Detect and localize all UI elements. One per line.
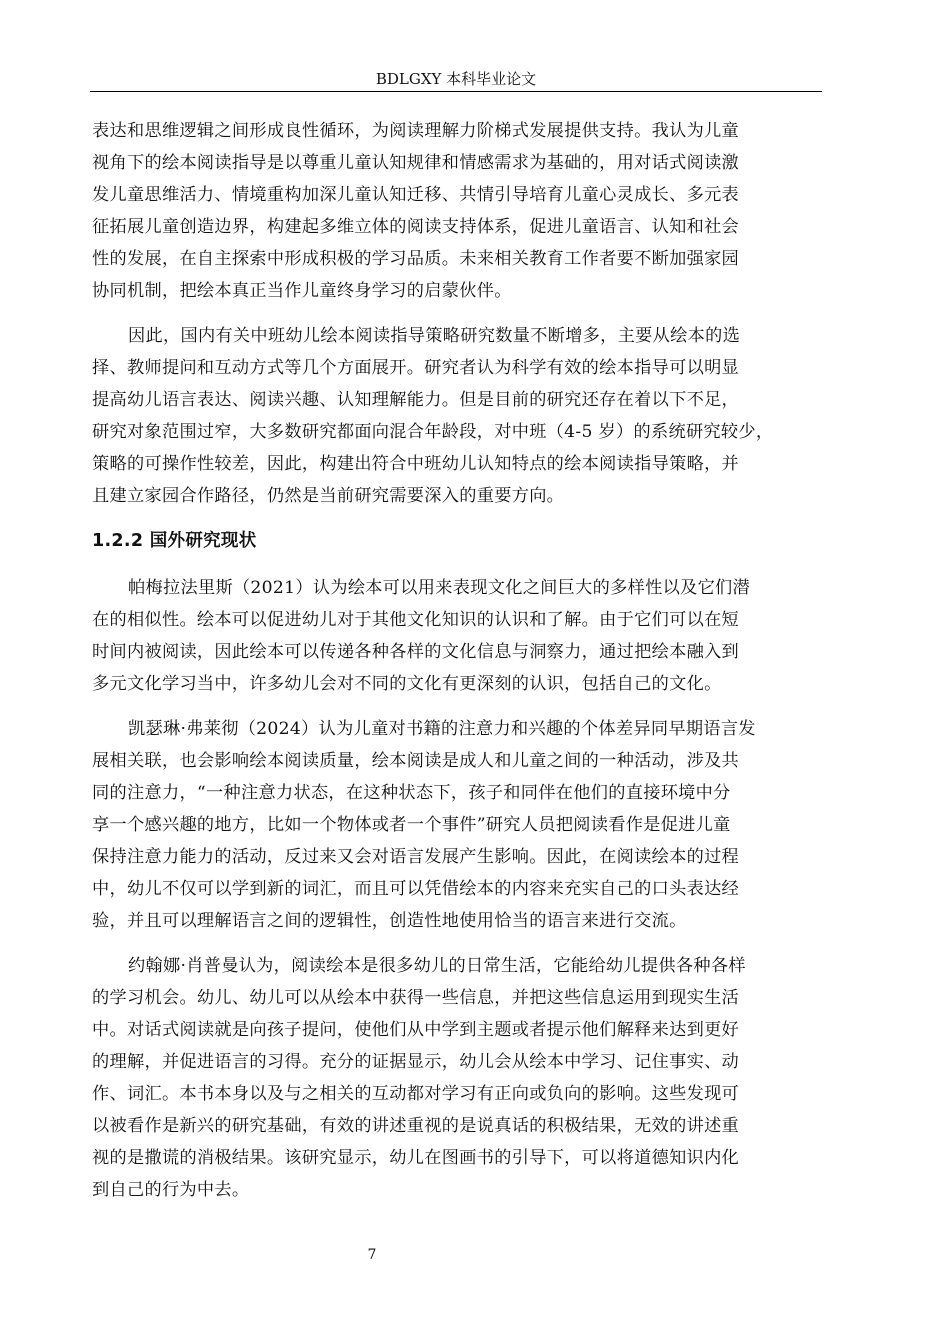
text-line: 中，幼儿不仅可以学到新的词汇，而且可以凭借绘本的内容来充实自己的口头表达经 xyxy=(92,879,740,899)
paragraph-faris xyxy=(92,572,852,700)
paragraph-schoppmann xyxy=(92,950,852,1206)
text-line: 因此，国内有关中班幼儿绘本阅读指导策略研究数量不断增多，主要从绘本的选 xyxy=(128,326,741,346)
text-line: 研究对象范围过窄，大多数研究都面向混合年龄段，对中班（4-5 岁）的系统研究较少， xyxy=(92,422,774,442)
page-number: 7 xyxy=(367,1247,377,1263)
text-line: 帕梅拉法里斯（2021）认为绘本可以用来表现文化之间巨大的多样性以及它们潜 xyxy=(128,578,751,598)
text-line: 同的注意力，“一种注意力状态，在这种状态下，孩子和同伴在他们的直接环境中分 xyxy=(92,783,731,803)
text-line: 约翰娜·肖普曼认为，阅读绘本是很多幼儿的日常生活，它能给幼儿提供各种各样 xyxy=(128,956,746,976)
text-line: 凯瑟琳·弗莱彻（2024）认为儿童对书籍的注意力和兴趣的个体差异同早期语言发 xyxy=(128,719,756,739)
text-line: 表达和思维逻辑之间形成良性循环，为阅读理解力阶梯式发展提供支持。我认为儿童 xyxy=(92,121,740,141)
text-line: 协同机制，把绘本真正当作儿童终身学习的启蒙伙伴。 xyxy=(92,281,512,301)
text-line: 策略的可操作性较差，因此，构建出符合中班幼儿认知特点的绘本阅读指导策略，并 xyxy=(92,454,740,474)
section-heading: 1.2.2 国外研究现状 xyxy=(92,531,257,551)
text-line: 择、教师提问和互动方式等几个方面展开。研究者认为科学有效的绘本指导可以明显 xyxy=(92,358,740,378)
text-line: 性的发展，在自主探索中形成积极的学习品质。未来相关教育工作者要不断加强家园 xyxy=(92,249,740,269)
text-line: 的学习机会。幼儿、幼儿可以从绘本中获得一些信息，并把这些信息运用到现实生活 xyxy=(92,988,740,1008)
text-line: 中。对话式阅读就是向孩子提问，使他们从中学到主题或者提示他们解释来达到更好 xyxy=(92,1020,740,1040)
text-line: 以被看作是新兴的研究基础，有效的讲述重视的是说真话的积极结果，无效的讲述重 xyxy=(92,1116,740,1136)
text-line: 提高幼儿语言表达、阅读兴趣、认知理解能力。但是目前的研究还存在着以下不足， xyxy=(92,390,740,410)
header-title: BDLGXY 本科毕业论文 xyxy=(375,70,537,88)
text-line: 验，并且可以理解语言之间的逻辑性，创造性地使用恰当的语言来进行交流。 xyxy=(92,911,687,931)
paragraph-continued xyxy=(92,115,852,307)
page-header xyxy=(92,70,820,88)
document-body xyxy=(92,115,852,1219)
text-line: 视的是撒谎的消极结果。该研究显示，幼儿在图画书的引导下，可以将道德知识内化 xyxy=(92,1148,740,1168)
text-line: 展相关联，也会影响绘本阅读质量，绘本阅读是成人和儿童之间的一种活动，涉及共 xyxy=(92,751,740,771)
header-divider xyxy=(90,91,822,92)
text-line: 且建立家园合作路径，仍然是当前研究需要深入的重要方向。 xyxy=(92,486,565,506)
text-line: 作、词汇。本书本身以及与之相关的互动都对学习有正向或负向的影响。这些发现可 xyxy=(92,1084,740,1104)
paragraph-domestic-summary xyxy=(92,320,852,512)
text-line: 征拓展儿童创造边界，构建起多维立体的阅读支持体系，促进儿童语言、认知和社会 xyxy=(92,217,740,237)
text-line: 到自己的行为中去。 xyxy=(92,1180,250,1200)
paragraph-fletcher xyxy=(92,713,852,937)
text-line: 保持注意力能力的活动，反过来又会对语言发展产生影响。因此，在阅读绘本的过程 xyxy=(92,847,740,867)
text-line: 享一个感兴趣的地方，比如一个物体或者一个事件”研究人员把阅读看作是促进儿童 xyxy=(92,815,731,835)
text-line: 视角下的绘本阅读指导是以尊重儿童认知规律和情感需求为基础的，用对话式阅读激 xyxy=(92,153,740,173)
text-line: 在的相似性。绘本可以促进幼儿对于其他文化知识的认识和了解。由于它们可以在短 xyxy=(92,610,740,630)
text-line: 的理解，并促进语言的习得。充分的证据显示，幼儿会从绘本中学习、记住事实、动 xyxy=(92,1052,740,1072)
text-line: 发儿童思维活力、情境重构加深儿童认知迁移、共情引导培育儿童心灵成长、多元表 xyxy=(92,185,740,205)
text-line: 时间内被阅读，因此绘本可以传递各种各样的文化信息与洞察力，通过把绘本融入到 xyxy=(92,642,740,662)
text-line: 多元文化学习当中，许多幼儿会对不同的文化有更深刻的认识，包括自己的文化。 xyxy=(92,674,722,694)
